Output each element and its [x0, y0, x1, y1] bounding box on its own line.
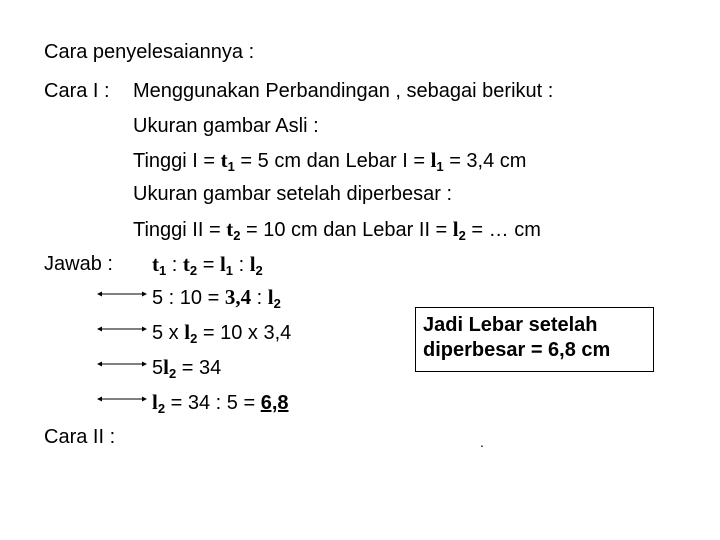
- step4-line: $l_2 = 34$ : 5 = 6,8: [152, 390, 289, 416]
- jawab-label: Jawab :: [44, 253, 113, 275]
- conclusion-line-2: diperbesar = 6,8 cm: [423, 339, 611, 361]
- double-arrow-icon: [97, 325, 147, 333]
- ratio-line: $t_1$ : $t_2 = l_1$ : $l_2$: [152, 252, 263, 278]
- original-size-line: Tinggi $I = t_1 = 5$ cm dan Lebar $I = l_1 = 3,4$ cm: [133, 148, 527, 174]
- conclusion-line-1: Jadi Lebar setelah: [423, 314, 598, 336]
- cara1-label: Cara I :: [44, 80, 110, 102]
- double-arrow-icon: [97, 290, 147, 298]
- step3-line: $5l_2 = 34$: [152, 355, 222, 381]
- cara2-label: Cara II :: [44, 426, 116, 448]
- step1-line: 5 : 10 = 3,4 : $l_2$: [152, 285, 281, 311]
- double-arrow-icon: [97, 395, 147, 403]
- trailing-dot: .: [480, 434, 484, 450]
- heading: Cara penyelesaiannya :: [44, 41, 255, 63]
- cara1-title: Menggunakan Perbandingan , sebagai berikut :: [133, 80, 554, 102]
- enlarged-size-line: Tinggi II = $t_2 = 10$ cm dan Lebar II = $l_2$ = … cm: [133, 217, 541, 243]
- enlarged-heading: Ukuran gambar setelah diperbesar :: [133, 183, 453, 205]
- original-heading: Ukuran gambar Asli :: [133, 115, 319, 137]
- conclusion-box: [415, 307, 654, 372]
- result-value: 6,8: [260, 392, 289, 414]
- double-arrow-icon: [97, 360, 147, 368]
- step2-line: 5 x $l_2 = 10$ x 3,4: [152, 320, 292, 346]
